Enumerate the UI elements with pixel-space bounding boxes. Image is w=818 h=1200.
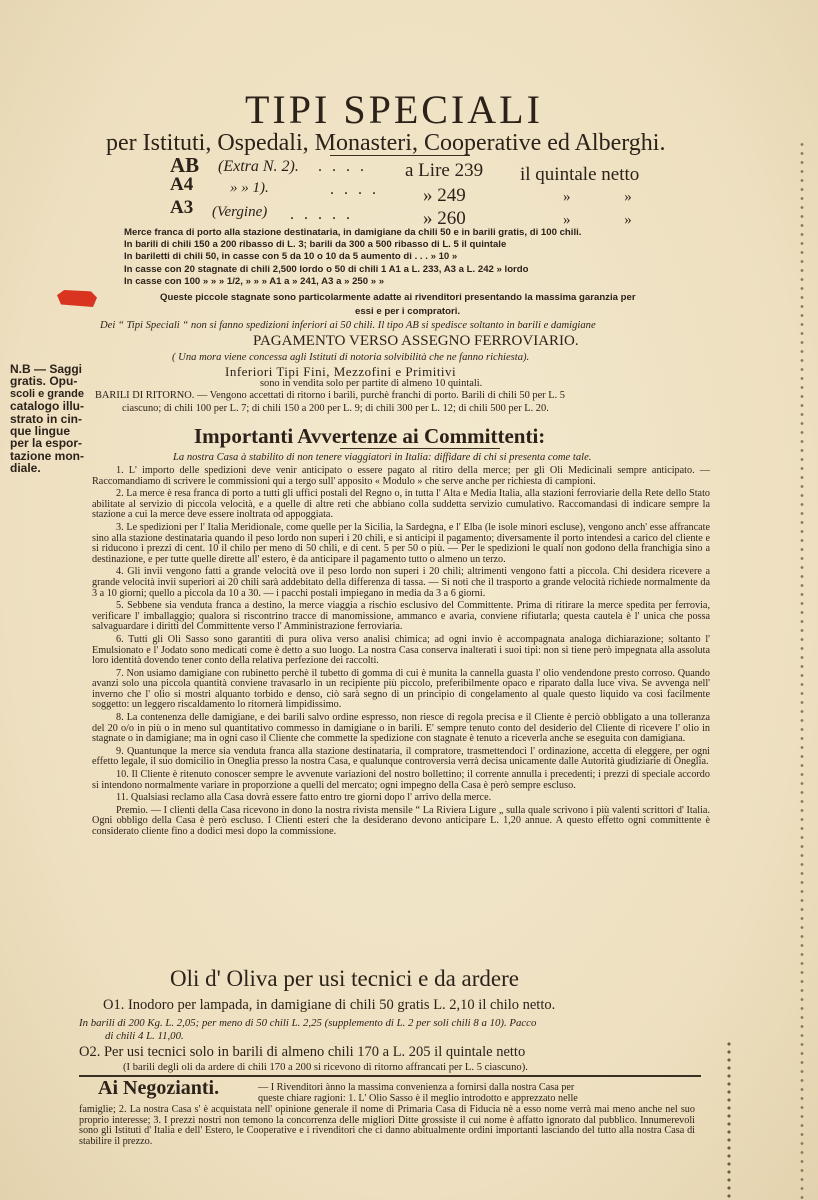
condition-line: In barili di chili 150 a 200 ribasso di L. 3; barili da 300 a 500 ribasso di L. 5 il quintale	[124, 239, 507, 251]
price-rule	[330, 155, 470, 156]
price-value: a Lire 239	[405, 160, 484, 181]
warning-item: 8. La contenenza delle damigiane, e dei barili salvo ordine espresso, non riesce di regola precisa e il Cliente è perciò obbligato a una tolleranza del 20 o/o in più o in meno sul quantitativo commesso in damigiane o in barili. E' sempre tenuto conto del desiderio del Cliente di ricevere l' olio in stagnate o in damigiane; ma in ogni caso il Cliente che commette la spedizione con stagnate è tenuto a riceverla anche se eseguita con damigiana.	[92, 712, 710, 745]
credit-note: ( Una mora viene concessa agli Istituti di notoria solvibilità che ne fanno richiesta).	[172, 352, 530, 363]
price-unit: il quintale netto	[520, 164, 640, 185]
returns-line: ciascuno; di chili 100 per L. 7; di chili 150 a 200 per L. 9; di chili 300 per L. 12; di chili 500 per L. 20.	[122, 403, 549, 414]
inferior-types: Inferiori Tipi Fini, Mezzofini e Primitivi	[225, 364, 457, 379]
price-desc: » » 1).	[230, 180, 269, 196]
condition-line: In bariletti di chili 50, in casse con 5 da 10 o 10 da 5 aumento di . . . » 10 »	[124, 251, 458, 263]
page-subtitle: per Istituti, Ospedali, Monasteri, Cooperative ed Alberghi.	[106, 130, 666, 156]
side-note-line: scoli e grande	[10, 387, 84, 400]
small-tins-note: essi e per i compratori.	[355, 306, 461, 317]
condition-line: In casse con 100 » » » 1/2, » » » A1 a » 241, A3 a » 250 » »	[124, 275, 385, 287]
price-code: A4	[170, 174, 194, 195]
price-value: » 260	[423, 208, 466, 229]
side-note-line: catalogo illu-	[10, 399, 85, 414]
price-desc: (Vergine)	[212, 204, 268, 220]
warning-item: 7. Non usiamo damigiane con rubinetto perchè il tubetto di gomma di cui è munita la cannella guasta l' olio vendendone presto corroso. Quando avanzi solo una piccola quantità conviene travasarlo in un recipiente più piccolo, preferibilmente opaco e riparato dalla luce viva. Se avvenga nell' inverno che l' olio si mostri alquanto torbido e denso, ciò sarà segno di un principio di congelamento al quale questo liquido va così facilmente soggetto: un leggero riscaldamento lo ritornerà limpidissimo.	[92, 667, 710, 711]
side-note-line: N.B — Saggi	[10, 362, 83, 376]
price-unit: » »	[563, 189, 632, 205]
side-note-line: per la espor-	[10, 436, 83, 451]
warnings-heading: Importanti Avvertenze ai Committenti:	[194, 424, 546, 448]
dealers-text: famiglie; 2. La nostra Casa s' è acquistata nell' opinione generale il nome di Primaria Casa di Fiducia nè a esso nome verrà mai meno anche nel suo proprio interesse; 3. I prezzi nostri non temono la concorrenza delle migliori Ditte grossiste il cui nome è affatto ignorato dal pubblico. Innumerevoli sono gli Istituti d' Italia e dell' Estero, le Cooperative e i rivenditori che ci danno abitualmente ordini importanti lasciando del tutto alla nostra Casa di stabilire il prezzo.	[79, 1104, 695, 1147]
side-note-line: que lingue	[10, 424, 70, 439]
warning-item: 3. Le spedizioni per l' Italia Meridionale, come quelle per la Sicilia, la Sardegna, e l' Elba (le isole minori escluse), vengono anch' esse affrancate sino alla stazione destinataria quando il peso lordo non superi i 20 chili, e si anticipi il pagamento; diversamente il porto intendesi a carico del cliente e si riducono i prezzi di cent. 10 il chilo per meno di 50 chili, e di cent. 5 per 50 o più. — Per le spedizioni le quali non godono della franchigia sino a destinazione, e per tutte quelle dirette all' estero, è da anticipare il pagamento tutto o almeno un terzo.	[92, 521, 710, 565]
warning-item: 4. Gli invii vengono fatti a grande velocità ove il peso lordo non superi i 20 chili; altrimenti vengono fatti a piccola. Chi desidera ricevere a grande velocità invii superiori ai 20 chili sarà addebitato della differenza di tassa. — Si noti che il trasporto a grande velocità richiede normalmente da 3 a 10 giorni; quello a piccola da 10 a 30. — i pacchi postali impiegano in media da 3 a 6 giorni.	[92, 566, 710, 599]
side-note-line: gratis. Opu-	[10, 374, 78, 389]
price-dots: . . . .	[330, 181, 379, 198]
warning-item: 5. Sebbene sia venduta franca a destino, la merce viaggia a rischio esclusivo del Committente. Prima di ritirare la merce spedita per ferrovia, verificare l' imballaggio; qualora si riscontrino tracce di manomissione, ammanco e avaria, conviene rifiutarla; questa cautela è l' unica che possa salvaguardare i diritti del Committente verso l' Amministrazione ferroviaria.	[92, 600, 710, 633]
warning-item: Premio. — I clienti della Casa ricevono in dono la nostra rivista mensile “ La Riviera Ligure „ sulla quale scrivono i più valenti scrittori d' Italia. Ogni obbligo della Casa è però escluso. I Clienti esteri che la desiderano devono anticipare L. 1,20 annue. A questo effetto ogni committente è considerato cliente fino a dodici mesi dopo la commissione.	[92, 804, 710, 837]
side-note	[10, 363, 95, 475]
warning-item: 11. Qualsiasi reclamo alla Casa dovrà essere fatto entro tre giorni dopo l' arrivo della merce.	[116, 792, 492, 804]
fold-marks	[727, 1040, 731, 1200]
warnings-rule	[340, 448, 500, 449]
price-unit: » »	[563, 212, 632, 228]
dealers-lead: — I Rivenditori ànno la massima convenienza a fornirsi dalla nostra Casa per	[258, 1082, 575, 1093]
perforation-edge	[800, 140, 804, 1200]
price-value: » 249	[423, 185, 466, 206]
warning-item: 9. Quantunque la merce sia venduta franca alla stazione destinataria, il compratore, trasmettendoci l' ordinazione, accetta di eleggere, per ogni effetto legale, il suo domicilio in Oneglia presso la nostra Casa, e qualunque controversia verrà decisa unicamente dalle Autorità giudiziarie di Oneglia.	[92, 745, 710, 768]
price-dots: . . . . .	[290, 206, 353, 223]
technical-heading: Oli d' Oliva per usi tecnici e da ardere	[170, 966, 519, 991]
dealers-lead: queste chiare ragioni: 1. L' Olio Sasso è il meglio introdotto e apprezzato nelle	[258, 1093, 578, 1104]
o2-line: O2. Per usi tecnici solo in barili di almeno chili 170 a L. 205 il quintale netto	[79, 1044, 526, 1060]
condition-line: Merce franca di porto alla stazione destinataria, in damigiane da chili 50 e in barili gratis, di 100 chili.	[124, 227, 582, 238]
o1-line: O1. Inodoro per lampada, in damigiane di chili 50 gratis L. 2,10 il chilo netto.	[103, 997, 556, 1013]
conditions	[124, 227, 704, 288]
small-tins-note: Queste piccole stagnate sono particolarmente adatte ai rivenditori presentando la massima garanzia per	[160, 292, 636, 303]
warnings-list	[92, 466, 710, 838]
warnings-subheading: La nostra Casa à stabilito di non tenere viaggiatori in Italia: diffidare di chi si presenta come tale.	[173, 452, 592, 463]
side-note-line: strato in cin-	[10, 411, 83, 426]
o1-detail: di chili 4 L. 11,00.	[105, 1030, 184, 1042]
side-note-line: tazione mon-	[10, 448, 84, 463]
price-code: AB	[170, 153, 200, 177]
inferior-types-sub: sono in vendita solo per partite di almeno 10 quintali.	[260, 378, 483, 389]
red-ink-mark	[57, 290, 97, 307]
warning-item: 2. La merce è resa franca di porto a tutti gli uffici postali del Regno o, in tutta l' Alta e Media Italia, alla stazioni ferroviarie della Rete dello Stato abilitate al servizio di piccola velocità, e a quelle di altre reti che abbiano colla suddetta servizio cumulativo. Raccomandasi di indicare sempre la stazione a cui la merce deve essere inoltrata od appoggiata.	[92, 488, 710, 521]
dealers-heading: Ai Negozianti.	[98, 1077, 220, 1099]
price-desc: (Extra N. 2).	[218, 158, 299, 175]
shipping-note: Dei “ Tipi Speciali “ non si fanno spedizioni inferiori ai 50 chili. Il tipo AB si spedisce soltanto in barili e damigiane	[100, 320, 596, 331]
price-dots: . . . .	[318, 158, 367, 175]
page-title: TIPI SPECIALI	[245, 87, 543, 132]
side-note-line: diale.	[10, 461, 41, 476]
warning-item: 6. Tutti gli Oli Sasso sono garantiti di pura oliva verso analisi chimica; ad ogni invio è accompagnata analoga dichiarazione; soltanto l' Emulsionato e l' Jodato sono medicati come è detto a suo luogo. La nostra Casa conserva inalterati i suoi tipi: non si tiene però impegnata alla assoluta loro identità dovendo tener conto della relativa perfezione dei raccolti.	[92, 633, 710, 667]
o2-detail: (I barili degli oli da ardere di chili 170 a 200 si ricevono di ritorno affrancati per L. 5 ciascuno).	[123, 1062, 528, 1073]
o1-detail: In barili di 200 Kg. L. 2,05; per meno di 50 chili L. 2,25 (supplemento di L. 2 per soli chili 8 a 10). Pacco	[79, 1017, 537, 1029]
returns-line: BARILI DI RITORNO. — Vengono accettati di ritorno i barili, purchè franchi di porto. Barili di chili 50 per L. 5	[95, 390, 565, 401]
warning-item: 10. Il Cliente è ritenuto conoscer sempre le avvenute variazioni del nostro bollettino; il corrente annulla i precedenti; i prezzi di speciale accordo si intendono normalmente variare in proporzione a quelli del mercato; ogni impegno della Casa è però sempre escluso.	[92, 769, 710, 791]
condition-line: In casse con 20 stagnate di chili 2,500 lordo o 50 di chili 1 A1 a L. 233, A3 a L. 242 » lordo	[124, 263, 529, 275]
payment-line: PAGAMENTO VERSO ASSEGNO FERROVIARIO.	[253, 333, 579, 349]
warning-item: 1. L' importo delle spedizioni deve venir anticipato o essere pagato al ritiro della merce; per gli Oli Medicinali sempre anticipato. — Raccomandiamo di scrivere le commissioni qui a tergo sull' apposito « Modulo » che serve anche per richiesta di campioni.	[92, 465, 710, 487]
price-code: A3	[170, 197, 194, 218]
